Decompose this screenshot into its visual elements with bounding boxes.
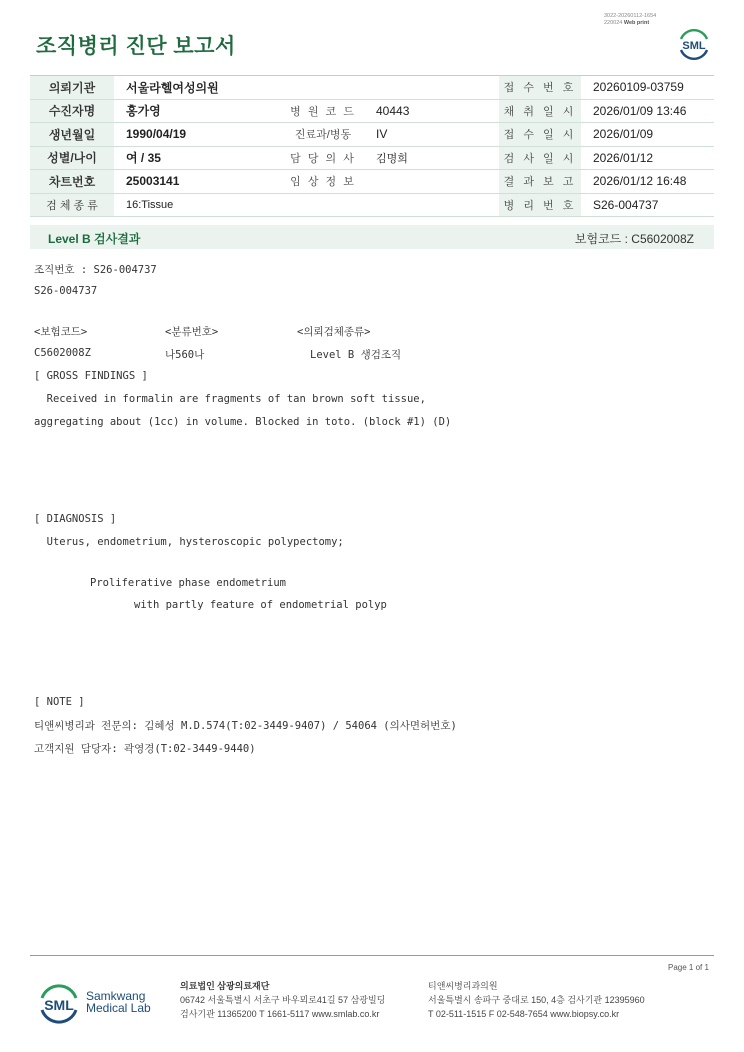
insurance-code-label: 보험코드 : C5602008Z — [574, 232, 694, 246]
footer-foundation-info — [180, 979, 385, 1021]
label-receipt-number: 접 수 번 호 — [499, 76, 581, 100]
foundation-name: 의료법인 삼광의료재단 — [180, 981, 270, 991]
label-physician: 담 당 의 사 — [282, 146, 364, 170]
gross-findings-line-1: Received in formalin are fragments of tan brown soft tissue, — [34, 393, 426, 405]
footer-clinic-info — [428, 979, 645, 1021]
diagnosis-line-3: with partly feature of endometrial polyp — [134, 599, 387, 611]
value-receipt-date: 2026/01/09 — [581, 123, 714, 147]
foundation-address: 06742 서울특별시 서초구 바우뫼로41길 57 삼광빌딩 — [180, 995, 386, 1005]
value-birthdate: 1990/04/19 — [114, 123, 282, 147]
value-collection-datetime: 2026/01/09 13:46 — [581, 99, 714, 123]
sml-logo-icon — [676, 25, 712, 61]
label-specimen-type: 검 체 종 류 — [30, 193, 114, 217]
value-hospital-code: 40443 — [364, 99, 499, 123]
value-department: IV — [364, 123, 499, 147]
label-department: 진료과/병동 — [282, 123, 364, 147]
diagnosis-line-2: Proliferative phase endometrium — [90, 577, 286, 589]
info-row — [30, 99, 714, 123]
label-requesting-institution: 의뢰기관 — [30, 76, 114, 100]
value-receipt-number: 20260109-03759 — [581, 76, 714, 100]
label-result-report: 결 과 보 고 — [499, 170, 581, 194]
col-header-insurance: <보험코드> — [34, 326, 88, 338]
note-title: [ NOTE ] — [34, 696, 85, 708]
result-header-bar — [30, 225, 714, 249]
note-line-1: 티앤씨병리과 전문의: 김혜성 M.D.574(T:02-3449-9407) / 54064 (의사면허번호) — [34, 720, 457, 732]
label-clinical-info: 임 상 정 보 — [282, 170, 364, 194]
report-title: 조직병리 진단 보고서 — [36, 35, 236, 58]
print-mode: Web print — [623, 19, 650, 26]
label-collection-datetime: 채 취 일 시 — [499, 99, 581, 123]
value-patient-name: 홍가영 — [114, 99, 282, 123]
value-exam-date: 2026/01/12 — [581, 146, 714, 170]
label-hospital-code: 병 원 코 드 — [282, 99, 364, 123]
label-exam-date: 검 사 일 시 — [499, 146, 581, 170]
col-header-classification: <분류번호> — [165, 326, 219, 338]
label-receipt-date: 접 수 일 시 — [499, 123, 581, 147]
clinic-address: 서울특별시 송파구 중대로 150, 4층 검사기관 12395960 — [428, 995, 645, 1005]
diagnosis-line-1: Uterus, endometrium, hysteroscopic polypectomy; — [34, 536, 344, 548]
col-header-specimen-type: <의뢰검체종류> — [297, 326, 371, 338]
clinic-name: 티앤씨병리과의원 — [428, 981, 498, 991]
foundation-contact: 검사기관 11365200 T 1661-5117 www.smlab.co.kr — [180, 1009, 380, 1019]
brand-line-1: Samkwang — [86, 989, 146, 1003]
value-specimen-type: 16:Tissue — [114, 193, 282, 217]
info-row — [30, 170, 714, 194]
footer-logo-text: SML — [44, 997, 74, 1013]
value-chart-number: 25003141 — [114, 170, 282, 194]
info-row — [30, 76, 714, 100]
tissue-number-line: 조직번호 : S26-004737 — [34, 264, 157, 276]
label-pathology-number: 병 리 번 호 — [499, 193, 581, 217]
value-physician: 김명희 — [364, 146, 499, 170]
label-chart-number: 차트번호 — [30, 170, 114, 194]
info-row — [30, 146, 714, 170]
patient-info-table — [30, 75, 714, 217]
col-value-insurance: C5602008Z — [34, 347, 91, 359]
label-birthdate: 생년월일 — [30, 123, 114, 147]
value-requesting-institution: 서울라헬여성의원 — [114, 76, 282, 100]
print-code: 3022-20260112-1654 — [604, 13, 657, 19]
gross-findings-title: [ GROSS FINDINGS ] — [34, 370, 148, 382]
diagnosis-title: [ DIAGNOSIS ] — [34, 513, 117, 525]
footer-brand — [86, 990, 151, 1014]
brand-line-2: Medical Lab — [86, 1001, 151, 1015]
print-sub: 220024 — [604, 19, 623, 26]
info-row — [30, 123, 714, 147]
samkwang-logo-icon — [36, 980, 82, 1026]
note-line-2: 고객지원 담당자: 곽영경(T:02-3449-9440) — [34, 743, 256, 755]
value-pathology-number: S26-004737 — [581, 193, 714, 217]
label-sex-age: 성별/나이 — [30, 146, 114, 170]
gross-findings-line-2: aggregating about (1cc) in volume. Blocked in toto. (block #1) (D) — [34, 416, 452, 428]
value-result-report: 2026/01/12 16:48 — [581, 170, 714, 194]
col-value-specimen-type: Level B 생검조직 — [310, 349, 402, 361]
clinic-contact: T 02-511-1515 F 02-548-7654 www.biopsy.co.kr — [428, 1009, 620, 1019]
label-patient-name: 수진자명 — [30, 99, 114, 123]
info-row — [30, 193, 714, 217]
value-sex-age: 여 / 35 — [114, 146, 282, 170]
col-value-classification: 나560나 — [165, 349, 205, 361]
footer-divider — [30, 955, 714, 956]
value-clinical-info — [364, 170, 499, 194]
tissue-number: S26-004737 — [34, 285, 98, 297]
result-level-label: Level B 검사결과 — [48, 232, 141, 246]
logo-text: SML — [682, 40, 706, 52]
page-number: Page 1 of 1 — [668, 963, 709, 972]
